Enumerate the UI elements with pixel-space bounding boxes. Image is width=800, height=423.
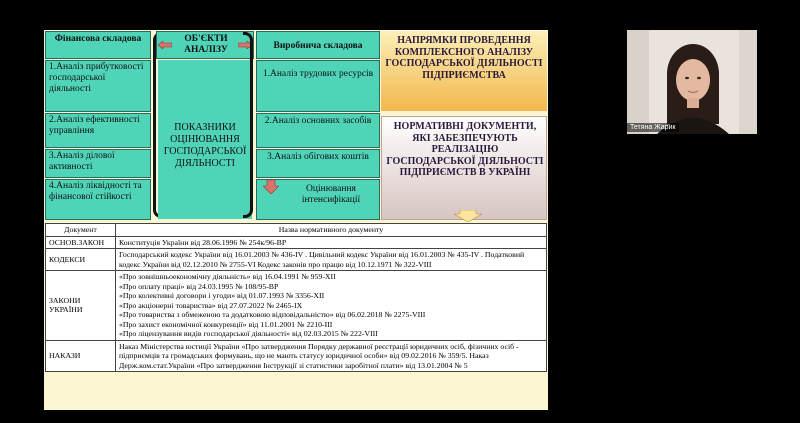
production-item: 1.Аналіз трудових ресурсів (256, 60, 380, 112)
row-content (116, 249, 547, 271)
directions-title: НАПРЯМКИ ПРОВЕДЕННЯ КОМПЛЕКСНОГО АНАЛІЗУ ГОСПОДАРСЬКОЇ ДІЯЛЬНОСТІ ПІДПРИЄМСТВА (385, 35, 543, 81)
production-item: 3.Аналіз обігових коштів (256, 149, 380, 178)
row-label: НАКАЗИ (46, 340, 116, 372)
document-line: «Про оплату праці» від 24.03.1995 № 108/95-ВР (119, 281, 279, 291)
document-line: «Про товариства з обмеженою та додатковою відповідальністю» від 06.02.2018 № 2275-VIII (119, 310, 426, 319)
participant-video-image (627, 30, 757, 134)
table-row (46, 236, 547, 249)
row-label: КОДЕКСИ (46, 249, 116, 271)
documents-title: НОРМАТИВНІ ДОКУМЕНТИ, ЯКІ ЗАБЕЗПЕЧУЮТЬ РЕАЛІЗАЦІЮ ГОСПОДАРСЬКОЇ ДІЯЛЬНОСТІ ПІДПРИЄМСТВ В УКРАЇНІ (386, 121, 544, 178)
financial-item: 3.Аналіз ділової активності (45, 149, 151, 178)
down-arrow-icon (454, 210, 482, 222)
document-line: «Про зовнішньоекономічну діяльність» від 16.04.1991 № 959-XII (119, 272, 336, 281)
table-row (46, 340, 547, 372)
financial-item: 1.Аналіз прибутковості господарської діяльності (45, 60, 151, 112)
indicators-label: ПОКАЗНИКИ ОЦІНЮВАННЯ ГОСПОДАРСЬКОЇ ДІЯЛЬНОСТІ (163, 122, 247, 169)
document-line: Господарський кодекс України від 16.01.2003 № 436-IV . Цивільний кодекс України від 16.01.2003 № 435-IV . Податковий кодекс України від 02.12.2010 № 2755-VI Кодекс законів про працю від 10.12.1971 № 322-VIII (119, 250, 525, 269)
participant-name-label: Тетяна Жарик (627, 123, 679, 132)
column-header-title: Назва нормативного документу (116, 224, 547, 237)
document-line: Наказ Міністерства юстиції України «Про затвердження Порядку державної реєстрації юридичних осіб, фізичних осіб - підприємців та громадських формувань, що не мають статусу юридичної особи» від 09.02.2016 № 359/5. Наказ Держ.ком.стат.України «Про затвердження Інструкції зі статистики заробітної плати» від 13.01.2004 № 5 (119, 341, 519, 370)
table-header-row (46, 224, 547, 237)
production-item: 2.Аналіз основних засобів (256, 113, 380, 148)
column-header-document: Документ (46, 224, 116, 237)
document-line: «Про ліцензування видів господарської діяльності» від 02.03.2015 № 222-VIII (119, 329, 378, 338)
document-line: Конституція України від 28.06.1996 № 254к/96-ВР (119, 237, 287, 247)
analysis-objects-title: ОБ'ЄКТИ АНАЛІЗУ (184, 34, 228, 55)
table-row (46, 249, 547, 271)
analysis-objects-box (156, 31, 254, 59)
row-content (116, 340, 547, 372)
row-content (116, 236, 547, 249)
production-item: Оцінювання інтенсифікації (256, 179, 380, 220)
financial-item: 4.Аналіз ліквідності та фінансової стійкості (45, 179, 151, 220)
row-content (116, 271, 547, 341)
directions-box (381, 31, 547, 111)
document-line: «Про захист економічної конкуренції» від 11.01.2001 № 2210-III (119, 319, 333, 329)
legislation-table (45, 223, 547, 372)
row-label: ОСНОВ.ЗАКОН (46, 236, 116, 249)
right-brace (243, 32, 253, 218)
participant-video-tile[interactable] (627, 30, 757, 134)
presentation-slide (44, 30, 548, 410)
production-component-header: Виробнича складова (256, 31, 380, 59)
document-line: «Про акціонерні товариства» від 27.07.2022 № 2465-IX (119, 300, 303, 310)
documents-box (381, 116, 547, 220)
financial-component-header: Фінансова складова (45, 31, 151, 59)
row-label: ЗАКОНИ УКРАЇНИ (46, 271, 116, 341)
indicators-box (158, 60, 252, 219)
table-row (46, 271, 547, 341)
arrow-left-icon (158, 41, 172, 49)
document-line: «Про колективні договори і угоди» від 01.07.1993 № 3356-XII (119, 291, 325, 300)
down-arrow-icon (263, 180, 279, 194)
financial-item: 2.Аналіз ефективності управління (45, 113, 151, 148)
